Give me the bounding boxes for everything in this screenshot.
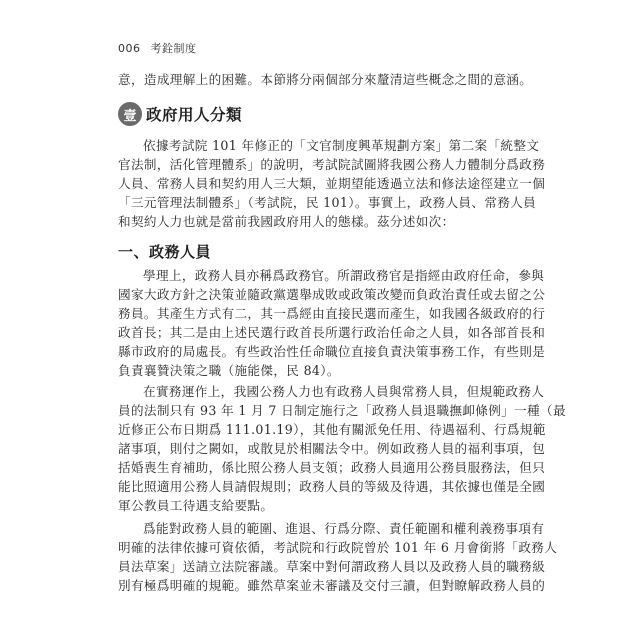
text-line: 能比照適用公務人員請假規則；政務人員的等級及待遇，其依據也僅是全國 [118,479,546,494]
text-line: 軍公教員工待遇支給要點。 [118,498,274,513]
text-line: 近修正公布日期爲 111.01.19），其他有關派免任用、待遇福利、行爲規範 [118,422,546,437]
running-head [118,40,197,56]
intro-line: 意，造成理解上的困難。本節將分兩個部分來釐清這些概念之間的意涵。 [118,72,533,87]
text-line: 括婚喪生育補助，係比照公務人員支領；政務人員適用公務員服務法，但只 [118,460,546,475]
text-line: 依據考試院 101 年修正的「文官制度興革規劃方案」第二案「統整文 [143,138,540,153]
text-line: 明確的法律依據可資依循，考試院和行政院曾於 101 年 6 月會銜將「政務人 [118,540,558,555]
text-line: 人員、常務人員和契約用人三大類，並期望能透過立法和修法途徑建立一個 [118,176,546,191]
text-line: 別有極爲明確的規範。雖然草案並未審議及交付三讀，但對瞭解政務人員的 [118,578,546,593]
section-heading [118,101,242,127]
text-line: 和契約人力也就是當前我國政府用人的態樣。茲分述如次： [118,214,455,229]
subsection-title: 一、政務人員 [118,243,212,261]
text-line: 官法制，活化管理體系」的說明，考試院試圖將我國公務人力體制分爲政務 [118,157,546,172]
text-line: 政首長；其二是由上述民選行政首長所選行政治任命之人員，如各部首長和 [118,325,546,340]
page-number: 006 [118,42,141,55]
text-line: 員法草案」送請立法院審議。草案中對何謂政務人員以及政務人員的職務級 [118,559,546,574]
section-title: 政府用人分類 [146,106,243,124]
text-line: 國家大政方針之決策並隨政黨選舉成敗或政策改變而負政治責任或去留之公 [118,287,546,302]
text-line: 爲能對政務人員的範圍、進退、行爲分際、責任範圍和權利義務事項有 [143,521,545,536]
section-badge: 壹 [118,102,142,126]
text-line: 務員。其產生方式有二，其一爲經由直接民選而產生，如我國各級政府的行 [118,306,546,321]
text-line: 負責襄贊決策之職（施能傑，民 84）。 [118,363,340,378]
text-line: 「三元管理法制體系」（考試院，民 101）。事實上，政務人員、常務人員 [118,195,537,210]
text-line: 縣市政府的局處長。有些政治性任命職位直接負責決策事務工作，有些則是 [118,344,546,359]
text-line: 學理上，政務人員亦稱爲政務官。所謂政務官是指經由政府任命，參與 [143,268,545,283]
text-line: 諸事項，則付之闕如，或散見於相關法令中。例如政務人員的福利事項，包 [118,441,546,456]
book-title: 考銓制度 [150,42,197,55]
text-line: 員的法制只有 93 年 1 月 7 日制定施行之「政務人員退職撫卹條例」一種（最 [118,403,566,418]
text-line: 在實務運作上，我國公務人力也有政務人員與常務人員，但規範政務人 [143,384,545,399]
